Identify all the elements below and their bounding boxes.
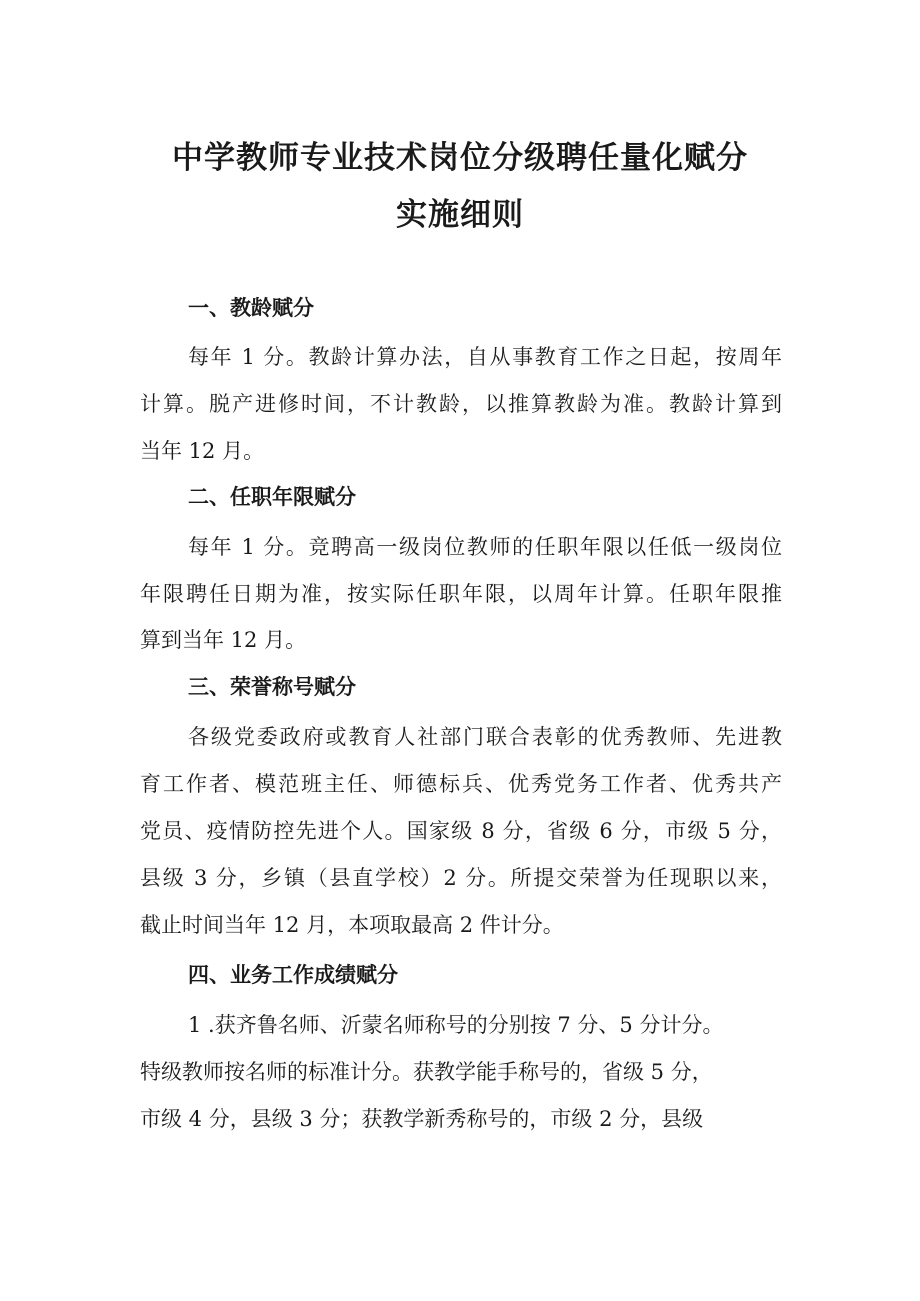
paragraph-line: 每年 1 分。教龄计算办法，自从事教育工作之日起，按周年	[188, 345, 782, 369]
paragraph-line: 特级教师按名师的标准计分。获教学能手称号的，省级 5 分，	[140, 1060, 713, 1084]
paragraph-line: 算到当年 12 月。	[140, 628, 307, 652]
paragraph-line: 党员、疫情防控先进个人。国家级 8 分，省级 6 分，市级 5 分，	[140, 819, 782, 843]
paragraph-line: 县级 3 分，乡镇（县直学校）2 分。所提交荣誉为任现职以来，	[140, 866, 782, 890]
section-heading-honors: 三、荣誉称号赋分	[188, 675, 356, 699]
paragraph-line: 每年 1 分。竞聘高一级岗位教师的任职年限以任低一级岗位	[188, 535, 782, 559]
paragraph-line: 各级党委政府或教育人社部门联合表彰的优秀教师、先进教	[188, 725, 782, 749]
paragraph-line: 1 .获齐鲁名师、沂蒙名师称号的分别按 7 分、5 分计分。	[188, 1013, 724, 1037]
section-heading-work-performance: 四、业务工作成绩赋分	[188, 963, 398, 987]
paragraph-line: 年限聘任日期为准，按实际任职年限，以周年计算。任职年限推	[140, 582, 782, 606]
paragraph-line: 计算。脱产进修时间，不计教龄，以推算教龄为准。教龄计算到	[140, 392, 782, 416]
paragraph-line: 市级 4 分，县级 3 分；获教学新秀称号的，市级 2 分，县级	[140, 1107, 704, 1131]
section-heading-tenure-years: 二、任职年限赋分	[188, 485, 356, 509]
paragraph-line: 当年 12 月。	[140, 439, 265, 463]
document-title-line-1: 中学教师专业技术岗位分级聘任量化赋分	[172, 140, 748, 176]
paragraph-line: 截止时间当年 12 月，本项取最高 2 件计分。	[140, 913, 564, 937]
document-title-line-2: 实施细则	[396, 197, 524, 233]
section-heading-teaching-years: 一、教龄赋分	[188, 296, 314, 320]
paragraph-line: 育工作者、模范班主任、师德标兵、优秀党务工作者、优秀共产	[140, 772, 782, 796]
